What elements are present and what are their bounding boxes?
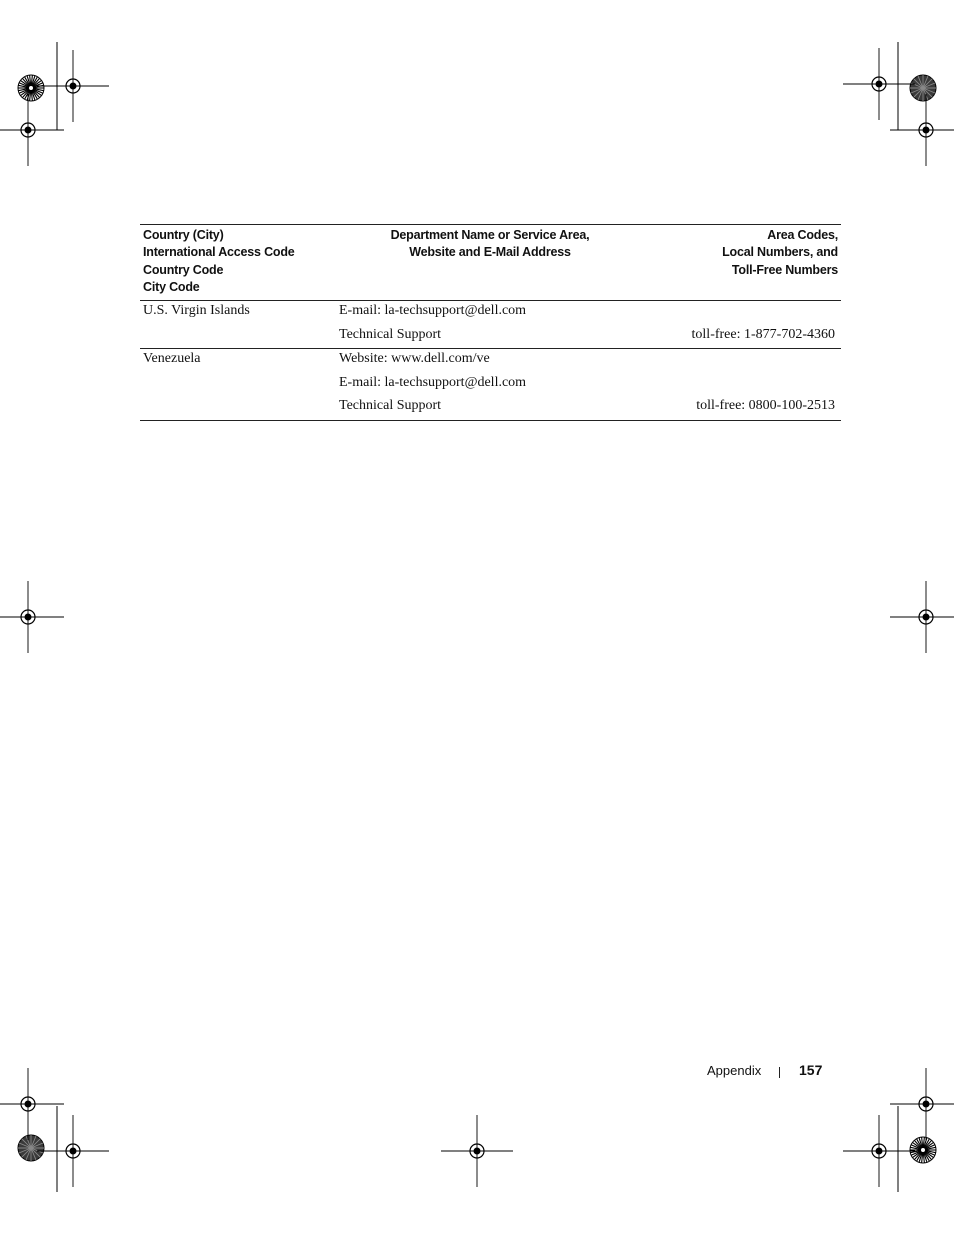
- table-header: [140, 225, 841, 301]
- dark-target-mark: [18, 1135, 44, 1161]
- header-line: International Access Code: [143, 245, 295, 260]
- crosshair-mark: [0, 94, 64, 166]
- department-cell: Website: www.dell.com/ve: [339, 351, 490, 366]
- number-cell: toll-free: 1-877-702-4360: [691, 326, 835, 342]
- header-department-column: [365, 227, 615, 262]
- number-cell: toll-free: 0800-100-2513: [696, 398, 835, 413]
- crosshair-mark: [441, 1115, 513, 1187]
- header-line: Website and E-Mail Address: [409, 245, 571, 260]
- header-line: Country Code: [143, 262, 224, 277]
- country-name: U.S. Virgin Islands: [143, 303, 250, 318]
- table-row: [140, 301, 841, 325]
- footer-section-label: Appendix: [707, 1063, 762, 1078]
- header-line: Department Name or Service Area,: [390, 228, 590, 242]
- crosshair-mark: [843, 1115, 915, 1187]
- dark-target-mark: [910, 75, 936, 101]
- star-target-mark: [910, 1137, 936, 1163]
- country-group-venezuela: [140, 349, 841, 421]
- header-country-column: [143, 227, 295, 296]
- support-contact-table: [140, 224, 841, 421]
- footer-divider: [779, 1067, 780, 1078]
- department-cell: E-mail: la-techsupport@dell.com: [339, 303, 527, 318]
- header-line: Area Codes,: [767, 228, 838, 242]
- header-line: Toll-Free Numbers: [731, 262, 838, 277]
- header-line: Local Numbers, and: [722, 245, 838, 260]
- page-footer: [680, 1061, 840, 1081]
- crosshair-mark: [37, 50, 109, 122]
- crosshair-mark: [843, 48, 915, 120]
- crosshair-mark: [890, 581, 954, 653]
- crosshair-mark: [0, 581, 64, 653]
- star-target-mark: [18, 75, 44, 101]
- crosshair-mark: [0, 1068, 64, 1140]
- department-cell: Technical Support: [339, 398, 442, 413]
- department-cell: Technical Support: [339, 326, 442, 342]
- table-row: [140, 325, 841, 349]
- crosshair-mark: [37, 1115, 109, 1187]
- header-line: City Code: [143, 279, 200, 294]
- table-row: [140, 349, 841, 373]
- header-line: Country (City): [143, 228, 224, 242]
- crosshair-mark: [890, 1068, 954, 1140]
- table-row: [140, 373, 841, 397]
- crosshair-mark: [890, 94, 954, 166]
- country-name: Venezuela: [143, 351, 201, 366]
- department-cell: E-mail: la-techsupport@dell.com: [339, 374, 527, 390]
- page-number: 157: [799, 1062, 823, 1078]
- header-numbers-column: [722, 227, 838, 279]
- table-row: [140, 396, 841, 420]
- country-group-us-virgin-islands: [140, 301, 841, 349]
